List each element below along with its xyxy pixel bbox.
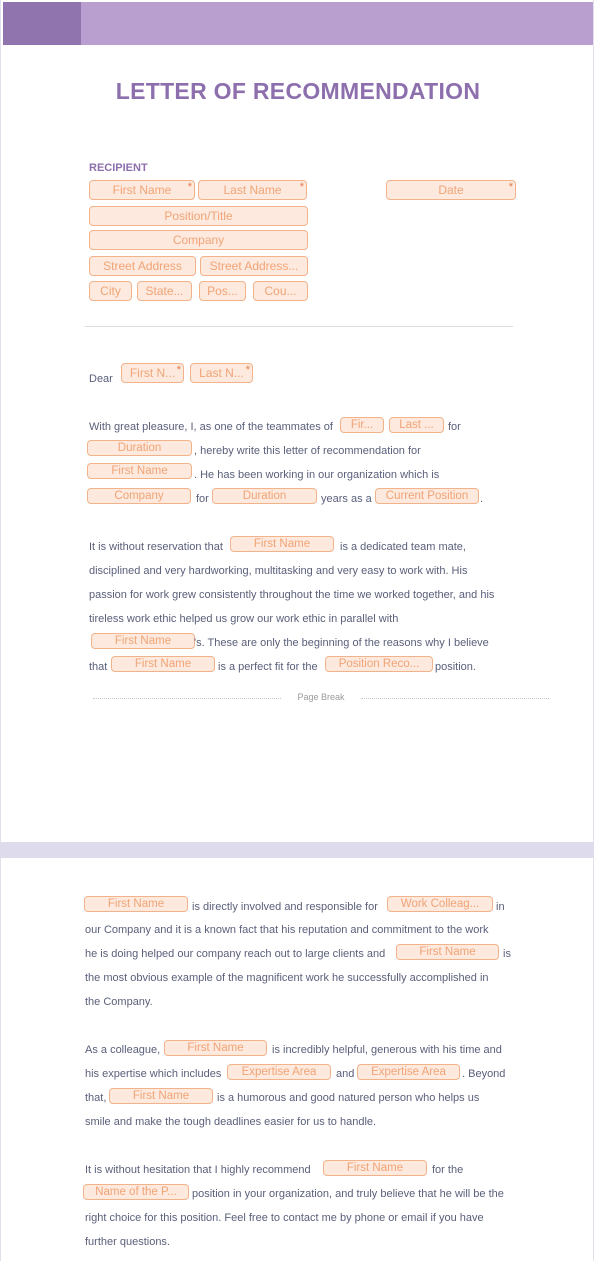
recipient-section-label: RECIPIENT [89,162,148,174]
required-asterisk-icon: * [176,364,181,376]
para2-text-1: It is without reservation that [89,541,223,553]
form-page-2 [0,858,594,1261]
company-field[interactable]: Company [89,230,308,250]
para5-text-1: It is without hesitation that I highly recommend [85,1164,311,1176]
para3-text-1: is directly involved and responsible for [192,901,378,913]
state-field[interactable]: State... [137,281,192,301]
para2-line-4: tireless work ethic helped us grow our work ethic in parallel with [89,613,399,625]
para1-first-name-field-2[interactable]: First Name [87,463,192,479]
page-break-line-right [361,698,549,699]
para5-line-4: further questions. [85,1236,170,1248]
para2-first-name-field-2[interactable]: First Name [91,633,195,649]
recipient-first-name-field[interactable]: First Name * [89,180,195,200]
para2-position-field[interactable]: Position Reco... [325,656,433,672]
para4-expertise-area-field[interactable]: Expertise Area [227,1064,331,1080]
dear-label: Dear [89,373,113,385]
para3-first-name-field[interactable]: First Name [84,896,188,912]
recipient-last-name-field[interactable]: Last Name * [198,180,307,200]
para5-text-3: position in your organization, and truly believe that he will be the [192,1188,504,1200]
para2-first-name-field[interactable]: First Name [230,536,334,552]
header-accent-block [3,2,81,45]
para1-text-3: , hereby write this letter of recommendation for [194,445,421,457]
para2-text-3: 's. These are only the beginning of the reasons why I believe [194,637,489,649]
para1-text-5: for [196,493,209,505]
para2-text-2: is a dedicated team mate, [340,541,466,553]
required-asterisk-icon: * [299,181,304,193]
para1-first-name-field[interactable]: Fir... [340,417,384,433]
para3-work-colleague-field[interactable]: Work Colleag... [387,896,493,912]
para1-current-position-field[interactable]: Current Position [375,488,479,504]
para3-line-4: the most obvious example of the magnificent work he successfully accomplished in [85,972,489,984]
para1-text-2: for [448,421,461,433]
country-field[interactable]: Cou... [253,281,308,301]
dear-first-name-field[interactable]: First N... * [121,363,184,383]
para5-line-3: right choice for this position. Feel free to contact me by phone or email if you have [85,1212,484,1224]
para4-text-4: and [336,1068,355,1080]
para1-text-1: With great pleasure, I, as one of the teammates of [89,421,333,433]
para4-text-1: As a colleague, [85,1044,161,1056]
para2-line-3: passion for work grew consistently throughout the time we worked together, and his [89,589,495,601]
postal-code-field[interactable]: Pos... [199,281,246,301]
para3-first-name-field-2[interactable]: First Name [396,944,499,960]
position-title-field[interactable]: Position/Title [89,206,308,226]
para5-first-name-field[interactable]: First Name [323,1160,427,1176]
dear-last-name-field[interactable]: Last N... * [190,363,253,383]
page-gap [0,842,594,858]
para3-text-4: is [503,948,511,960]
header-banner [3,2,593,45]
para4-first-name-field-2[interactable]: First Name [109,1088,213,1104]
para2-line-2: disciplined and very hardworking, multitasking and very easy to work with. His [89,565,468,577]
para2-text-6: position. [435,661,476,673]
street-address-field[interactable]: Street Address [89,256,196,276]
para1-company-field[interactable]: Company [87,488,191,504]
required-asterisk-icon: * [508,181,513,193]
para1-duration-field[interactable]: Duration [87,440,192,456]
para3-line-2: our Company and it is a known fact that his reputation and commitment to the work [85,924,489,936]
page-title: LETTER OF RECOMMENDATION [115,78,481,104]
para1-text-7: . [480,493,484,505]
para5-position-name-field[interactable]: Name of the P... [83,1184,189,1200]
para2-text-4: that [89,661,108,673]
street-address-2-field[interactable]: Street Address... [200,256,308,276]
para4-text-6: that, [85,1092,107,1104]
para1-last-name-field[interactable]: Last ... [389,417,444,433]
para1-duration-field-2[interactable]: Duration [212,488,317,504]
para5-text-2: for the [432,1164,464,1176]
para2-text-5: is a perfect fit for the [218,661,318,673]
para4-text-7: is a humorous and good natured person who helps us [217,1092,480,1104]
para3-text-3: he is doing helped our company reach out to large clients and [85,948,386,960]
para4-text-3: his expertise which includes [85,1068,222,1080]
para4-first-name-field[interactable]: First Name [164,1040,267,1056]
page-break-label: Page Break [297,692,345,702]
para2-first-name-field-3[interactable]: First Name [111,656,215,672]
page-break [93,692,549,704]
para4-line-4: smile and make the tough deadlines easier for us to handle. [85,1116,377,1128]
para1-text-4: . He has been working in our organization which is [194,469,440,481]
city-field[interactable]: City [89,281,132,301]
para4-text-2: is incredibly helpful, generous with his time and [272,1044,502,1056]
section-divider [85,326,513,327]
required-asterisk-icon: * [245,364,250,376]
date-field[interactable]: Date * [386,180,516,200]
para1-text-6: years as a [321,493,372,505]
para4-text-5: . Beyond [462,1068,506,1080]
required-asterisk-icon: * [187,181,192,193]
para3-text-2: in [496,901,505,913]
para4-expertise-area-field-2[interactable]: Expertise Area [357,1064,460,1080]
para3-line-5: the Company. [85,996,153,1008]
